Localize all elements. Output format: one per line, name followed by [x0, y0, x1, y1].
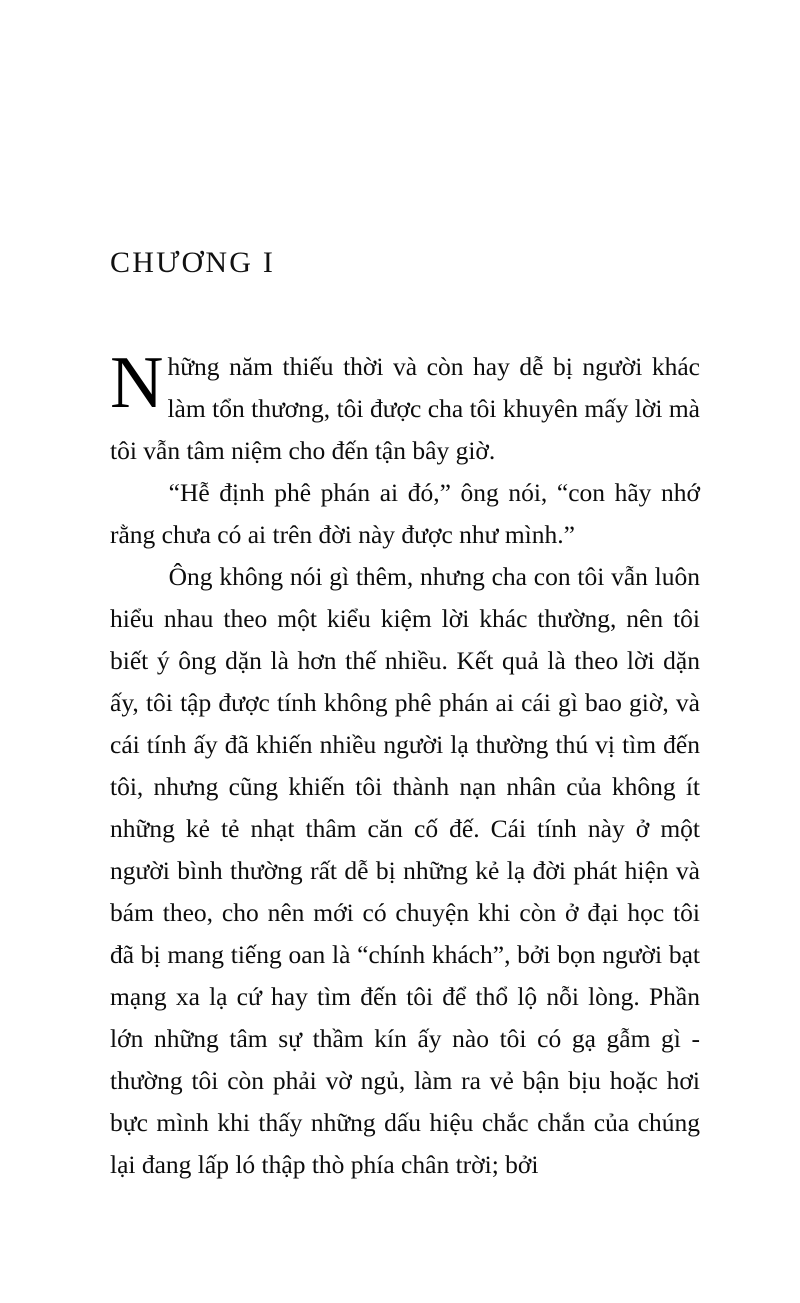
paragraph-3: [110, 556, 700, 1186]
paragraph-2: [110, 472, 700, 556]
paragraph-2-text: “Hễ định phê phán ai đó,” ông nói, “con hãy nhớ rằng chưa có ai trên đời này được như mình.”: [110, 478, 700, 549]
page-bottom-fade: [0, 1217, 800, 1303]
drop-cap: N: [110, 342, 164, 424]
body-text: [110, 342, 700, 1186]
paragraph-3-text: Ông không nói gì thêm, nhưng cha con tôi vẫn luôn hiểu nhau theo một kiểu kiệm lời khác thường, nên tôi biết ý ông dặn là hơn thế nhiều. Kết quả là theo lời dặn ấy, tôi tập được tính không phê phán ai cái gì bao giờ, và cái tính ấy đã khiến nhiều người lạ thường thú vị tìm đến tôi, nhưng cũng khiến tôi thành nạn nhân của không ít những kẻ tẻ nhạt thâm căn cố đế. Cái tính này ở một người bình thường rất dễ bị những kẻ lạ đời phát hiện và bám theo, cho nên mới có chuyện khi còn ở đại học tôi đã bị mang tiếng oan là “chính khách”, bởi bọn người bạt mạng xa lạ cứ hay tìm đến tôi để thổ lộ nỗi lòng. Phần lớn những tâm sự thầm kín ấy nào tôi có gạ gẫm gì - thường tôi còn phải vờ ngủ, làm ra vẻ bận bịu hoặc hơi bực mình khi thấy những dấu hiệu chắc chắn của chúng lại đang lấp ló thập thò phía chân trời; bởi: [110, 562, 700, 1179]
page-content: [110, 248, 700, 1186]
chapter-heading: CHƯƠNG I: [110, 246, 276, 279]
paragraph-1-text: hững năm thiếu thời và còn hay dễ bị người khác làm tổn thương, tôi được cha tôi khuyên mấy lời mà tôi vẫn tâm niệm cho đến tận bây giờ.: [110, 352, 700, 465]
paragraph-1: [110, 342, 700, 472]
